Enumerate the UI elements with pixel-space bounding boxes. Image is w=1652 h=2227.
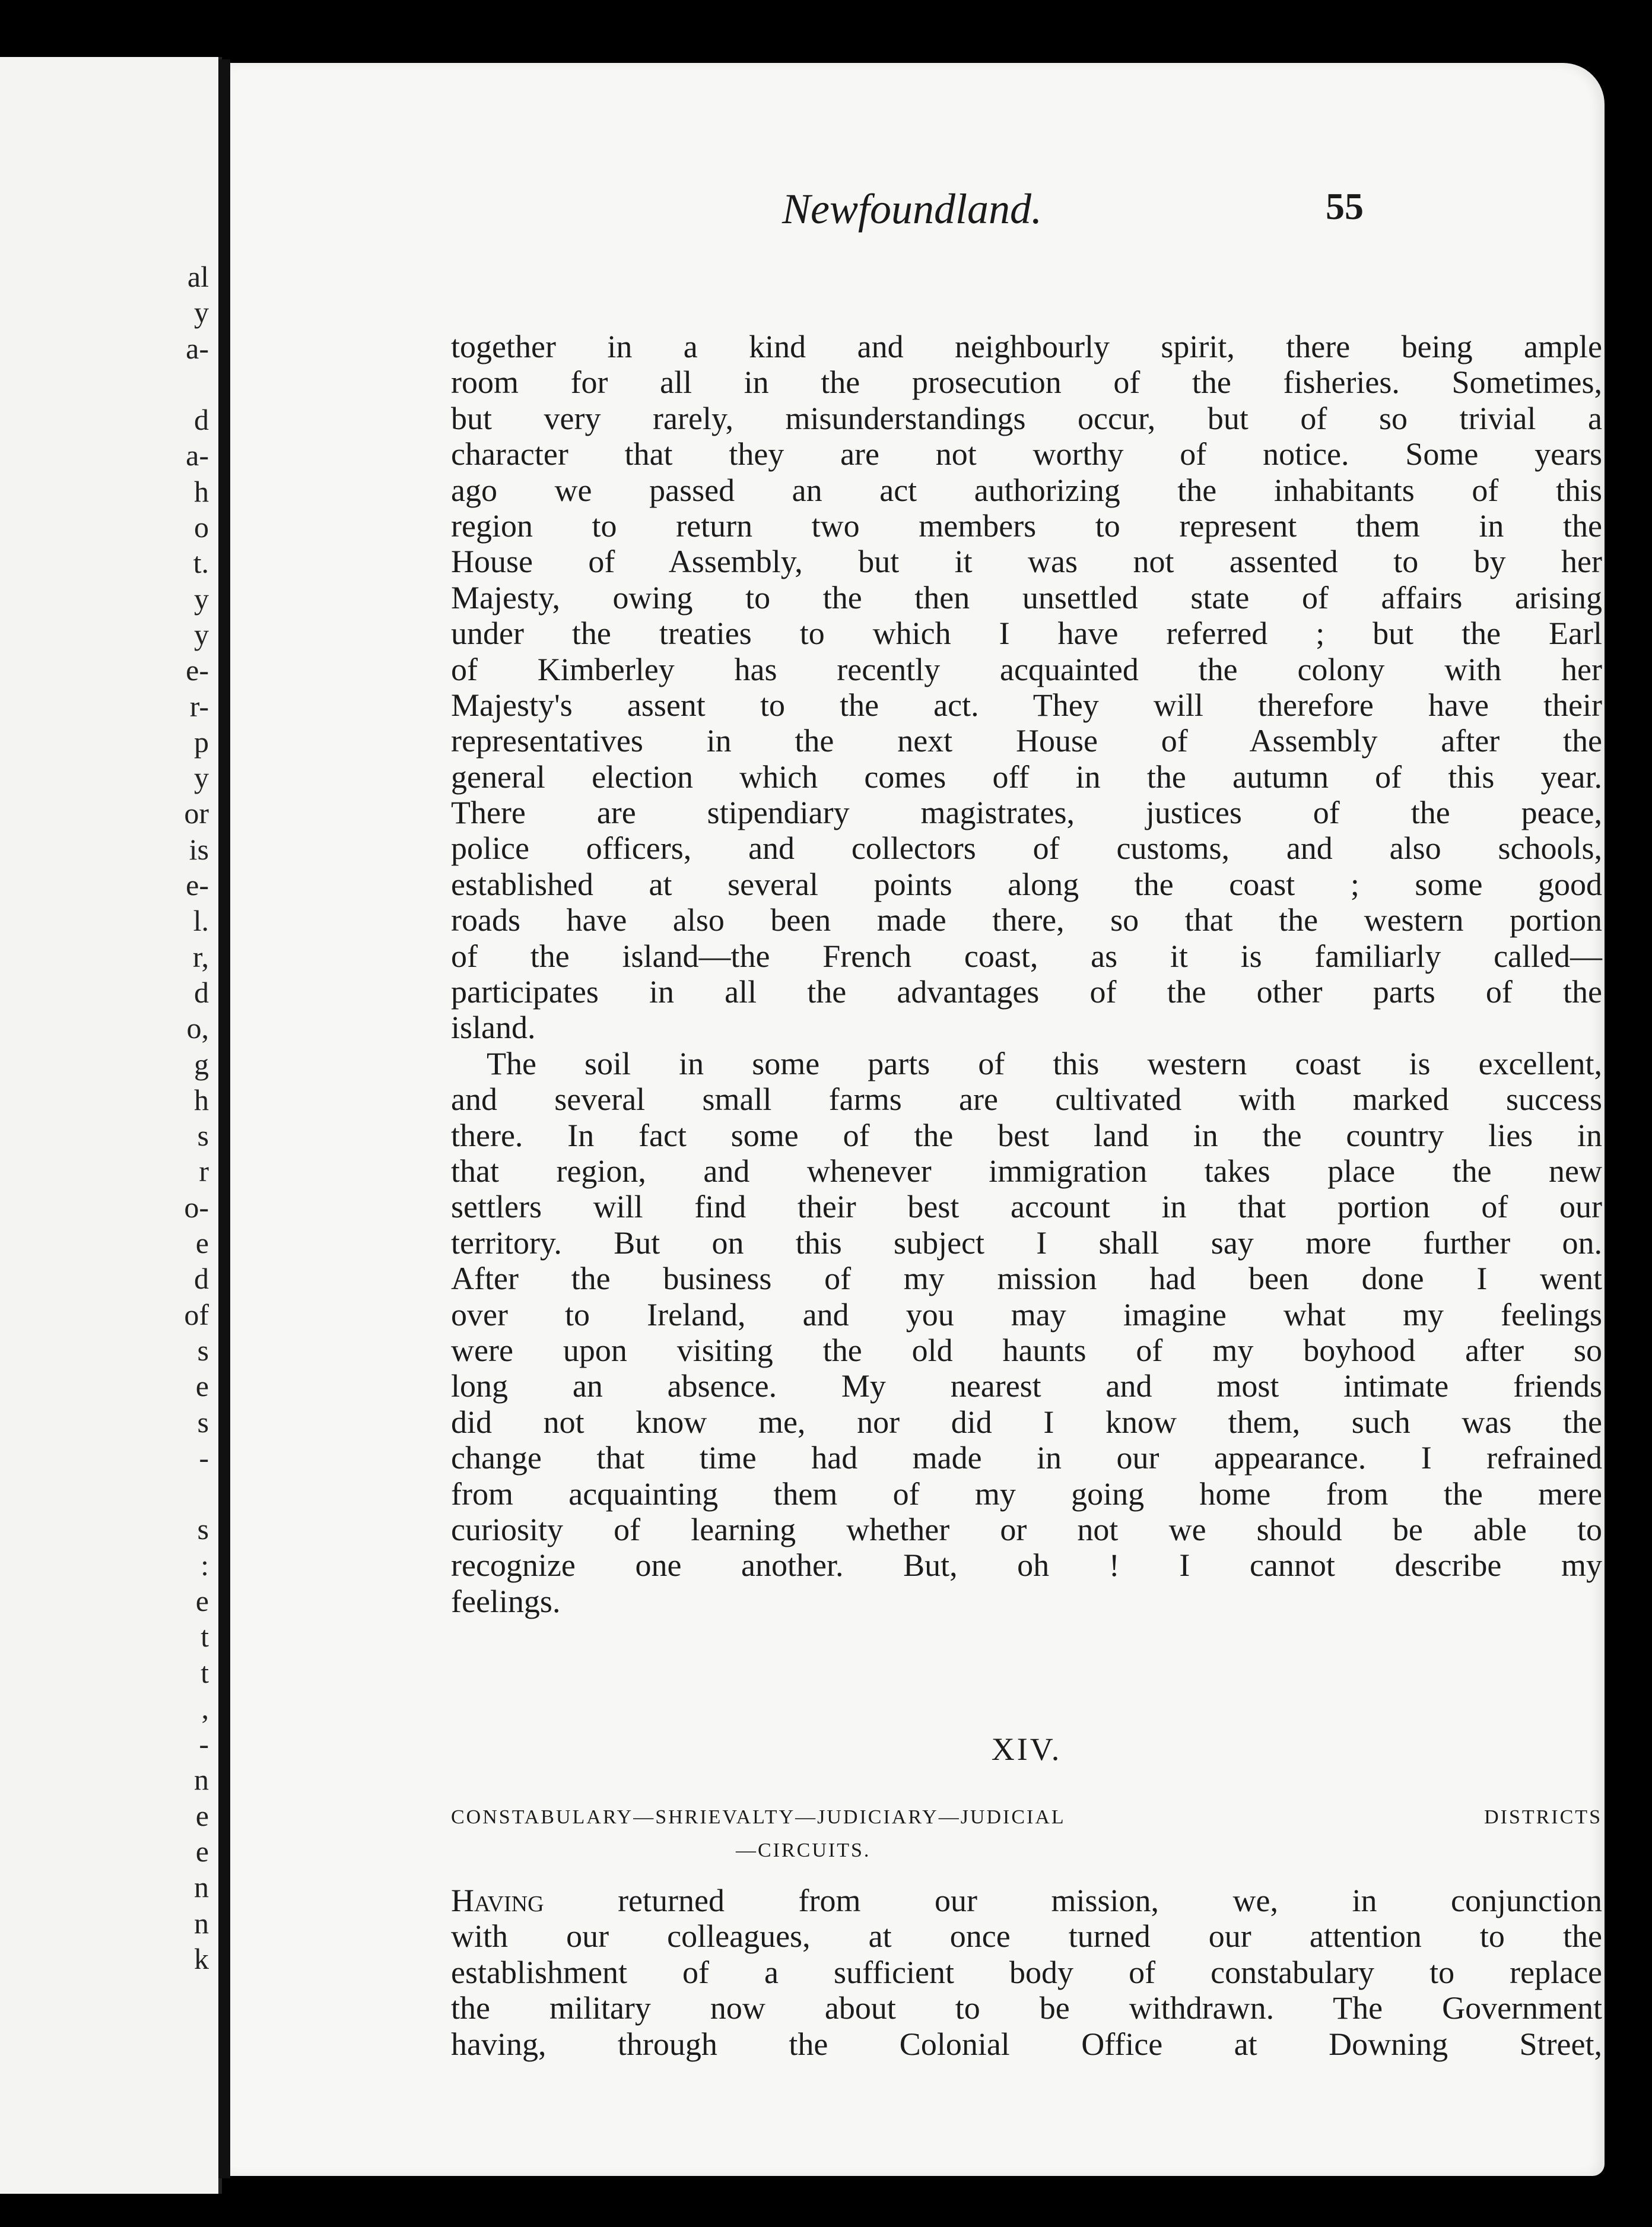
previous-page-fragment: e [195,1226,209,1260]
previous-page-fragment: s [197,1119,209,1153]
chapter-title-line-2: —CIRCUITS. [736,1839,871,1861]
para-1-line: participates in all the advantages of the other parts of the [451,974,1602,1010]
previous-page-fragment: e [195,1798,209,1832]
para-1-line: roads have also been made there, so that the western portion [451,902,1602,938]
chapter-title [451,1801,1602,1867]
previous-page-fragment: a- [186,439,209,472]
running-title: Newfoundland. [782,185,1043,233]
previous-page-fragment: r- [189,689,209,723]
page-number: 55 [1326,185,1364,227]
para-2-line: from acquainting them of my going home from the mere [451,1476,1602,1512]
para-1-line: Majesty's assent to the act. They will therefore have their [451,687,1602,723]
para-2-line: After the business of my mission had been done I went [451,1261,1602,1297]
previous-page-fragment: t [201,1620,209,1654]
para-1-line: room for all in the prosecution of the fisheries. Sometimes, [451,364,1602,401]
previous-page-fragment: n [194,1870,209,1904]
para-1-line: Majesty, owing to the then unsettled state of affairs arising [451,579,1602,616]
previous-page-fragment: p [194,725,209,759]
para-2-line: The soil in some parts of this western coast is excellent, [487,1045,1602,1081]
para-2-line: change that time had made in our appearance. I refrained [451,1440,1602,1476]
previous-page-fragment: e [195,1584,209,1617]
previous-page-fragment: r [199,1154,209,1188]
para-2-line: feelings. [451,1583,561,1619]
chapter-number: XIV. [991,1731,1062,1767]
para-2-line: recognize one another. But, oh ! I cannot describe my [451,1547,1602,1584]
previous-page-fragment: r, [192,940,209,973]
previous-page-fragment: d [194,403,209,437]
para-2-line: were upon visiting the old haunts of my boyhood after so [451,1332,1602,1368]
para-1-line: of the island—the French coast, as it is familiarly called— [451,938,1602,974]
para-2-line: that region, and whenever immigration takes place the new [451,1153,1602,1189]
previous-page-fragment: g [194,1047,209,1081]
body-text [451,329,1603,2062]
para-1-line: police officers, and collectors of customs, and also schools, [451,830,1602,867]
para-1-line: representatives in the next House of Assembly after the [451,723,1602,759]
previous-page-fragment: k [194,1942,209,1975]
previous-page-fragment: e [195,1369,209,1403]
previous-page-fragment: t [201,1655,209,1689]
para-1-line: of Kimberley has recently acquainted the colony with her [451,651,1602,687]
para-1-line: island. [451,1010,536,1046]
para-1-line: region to return two members to represent them in the [451,507,1602,544]
previous-page-fragment: n [194,1906,209,1940]
previous-page-fragment: l. [193,904,209,938]
para-2-line: territory. But on this subject I shall say more further on. [451,1224,1602,1261]
drop-word: Having [451,1883,544,1918]
previous-page-fragment: s [197,1405,209,1439]
previous-page-fragment: y [194,296,209,329]
previous-page-fragment: , [201,1691,209,1725]
para-1-line: but very rarely, misunderstandings occur, but of so trivial a [451,400,1602,436]
para-1-line: ago we passed an act authorizing the inhabitants of this [451,472,1602,508]
previous-page-fragment: d [194,975,209,1009]
para-2-line: there. In fact some of the best land in the country lies in [451,1117,1602,1153]
previous-page-fragment: or [184,797,209,830]
para-2-line: and several small farms are cultivated with marked success [451,1081,1602,1118]
previous-page-fragment: s [197,1512,209,1546]
book-gutter [218,59,230,2178]
para-1-line: There are stipendiary magistrates, justices of the peace, [451,795,1602,831]
para-1-line: general election which comes off in the autumn of this year. [451,759,1602,795]
previous-page-fragment: s [197,1333,209,1367]
para-1-line: House of Assembly, but it was not assented to by her [451,544,1602,580]
previous-page-fragment: - [199,1727,209,1761]
previous-page-fragment: o [194,510,209,544]
previous-page-fragment: o, [186,1011,209,1045]
para-1-line: together in a kind and neighbourly spirit, there being ample [451,329,1602,364]
paragraph-1 [451,329,1602,1046]
para-2-line: long an absence. My nearest and most intimate friends [451,1368,1602,1404]
previous-page-fragment: - [199,1441,209,1474]
previous-page-fragment: y [194,582,209,616]
paragraph-3-first-line [451,1883,1602,1918]
para-3-line: establishment of a sufficient body of constabulary to replace [451,1954,1602,1990]
running-head [230,185,1605,250]
para-2-line: did not know me, nor did I know them, such was the [451,1404,1602,1440]
previous-page-fragment: o- [184,1190,209,1224]
paragraph-2 [451,1046,1602,1619]
previous-page-fragment: e [195,1835,209,1868]
para-1-line: established at several points along the coast ; some good [451,866,1602,902]
previous-page-fragment: d [194,1262,209,1296]
previous-page-fragment: : [201,1548,209,1582]
previous-page-fragment: of [184,1298,209,1331]
previous-page-fragment: al [187,260,209,293]
previous-page-edge [0,57,222,2194]
previous-page-fragment: e- [186,653,209,687]
previous-page-fragment: y [194,617,209,651]
para-1-line: character that they are not worthy of notice. Some years [451,436,1602,472]
previous-page-fragment: t. [193,546,209,580]
book-page [230,63,1605,2176]
previous-page-fragment: is [189,832,209,866]
previous-page-fragment: h [194,1083,209,1116]
para-1-line: under the treaties to which I have referred ; but the Earl [451,616,1602,652]
previous-page-fragment: y [194,761,209,795]
previous-page-fragment: h [194,474,209,508]
previous-page-fragment: a- [186,331,209,365]
para-3-line: with our colleagues, at once turned our attention to the [451,1918,1602,1955]
previous-page-fragment: e- [186,868,209,902]
previous-page-fragment: n [194,1763,209,1797]
chapter-title-line-1: CONSTABULARY—SHRIEVALTY—JUDICIARY—JUDICIAL DISTRICTS [451,1806,1602,1828]
previous-page-fragment [184,366,209,402]
para-2-line: settlers will find their best account in that portion of our [451,1189,1602,1225]
para-2-line: curiosity of learning whether or not we should be able to [451,1511,1602,1547]
previous-page-line-endings [184,259,209,1977]
para-2-line: over to Ireland, and you may imagine what my feelings [451,1296,1602,1333]
para-3-line: having, through the Colonial Office at Downing Street, [451,2026,1602,2062]
previous-page-fragment [184,1476,209,1511]
paragraph-3-first-line-rest: returned from our mission, we, in conjunction [618,1883,1603,1918]
paragraph-3 [451,1883,1602,2062]
para-3-line: the military now about to be withdrawn. The Government [451,1990,1602,2026]
